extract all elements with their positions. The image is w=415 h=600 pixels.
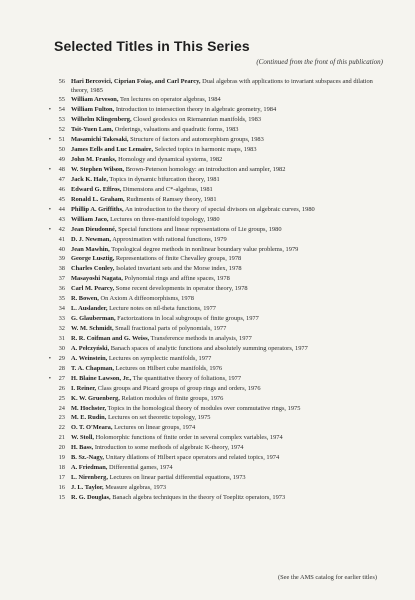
entry-text [71, 78, 395, 95]
entry-title: Introduction to some methods of algebraic K-theory, 1974 [94, 444, 244, 452]
list-item [46, 156, 395, 165]
entry-author: George Lusztig, [71, 255, 115, 263]
entry-number: 15 [58, 493, 65, 501]
entry-title: Small fractional parts of polynomials, 1977 [115, 325, 227, 332]
entry-author: M. Hochster, [71, 404, 107, 412]
entry-author: Phillip A. Griffiths, [71, 205, 124, 213]
entry-number: 46 [58, 185, 65, 193]
list-item [46, 96, 395, 105]
entry-author: Charles Conley, [71, 265, 115, 273]
entry-title: Orderings, valuations and quadratic forms, 1983 [114, 126, 239, 134]
entry-author: D. J. Newman, [71, 235, 111, 243]
bullet-mark: • [48, 374, 51, 382]
entry-number: 52 [58, 126, 65, 134]
entry-author: K. W. Gruenberg, [71, 394, 120, 402]
entry-title: Banach spaces of analytic functions and absolutely summing operators, 1977 [110, 344, 308, 352]
list-item [46, 116, 395, 125]
entry-author: Jean Dieudonné, [71, 225, 117, 233]
entry-title: Some recent developments in operator theory, 1978 [115, 285, 248, 293]
entry-text [71, 474, 395, 483]
entry-author: L. Auslander, [71, 305, 108, 313]
bullet-mark: • [48, 205, 51, 213]
list-item [46, 414, 395, 423]
entry-title: Factorizations in local subgroups of finite groups, 1977 [117, 315, 259, 323]
list-item [46, 365, 395, 374]
title-list [46, 78, 395, 502]
entry-text [71, 295, 395, 304]
entry-text [71, 355, 395, 364]
list-item [46, 106, 395, 115]
entry-number: 49 [58, 156, 65, 164]
entry-author: Masamichi Takesaki, [71, 136, 129, 144]
entry-author: B. Sz.-Nagy, [71, 454, 105, 462]
list-item [46, 335, 395, 344]
entry-title: Holomorphic functions of finite order in several complex variables, 1974 [95, 434, 283, 442]
entry-author: Wilhelm Klingenberg, [71, 116, 132, 124]
entry-text [71, 96, 395, 105]
entry-author: William Arveson, [71, 96, 119, 104]
entry-author: L. Nirenberg, [71, 474, 108, 482]
entry-number: 56 [58, 78, 65, 85]
list-item [46, 464, 395, 473]
page-title: Selected Titles in This Series [54, 38, 250, 54]
entry-text [71, 424, 395, 433]
entry-number: 48 [58, 166, 65, 173]
entry-number: 29 [58, 354, 65, 362]
entry-title: Structure of factors and automorphism groups, 1983 [130, 136, 264, 144]
entry-title: Class groups and Picard groups of group rings and orders, 1976 [97, 384, 261, 392]
entry-author: A. Friedman, [71, 464, 108, 472]
list-item [46, 474, 395, 483]
entry-text [71, 414, 395, 423]
entry-author: W. Stephen Wilson, [71, 166, 125, 173]
entry-text [71, 156, 395, 165]
entry-number: 54 [58, 106, 65, 114]
list-item [46, 375, 395, 384]
entry-number: 38 [58, 265, 65, 273]
list-item [46, 285, 395, 294]
entry-title: Ten lectures on operator algebras, 1984 [119, 96, 221, 104]
list-item [46, 78, 395, 95]
entry-text [71, 434, 395, 443]
entry-title: Representations of finite Chevalley groups, 1978 [115, 255, 242, 263]
list-item [46, 126, 395, 135]
entry-text [71, 405, 395, 414]
entry-text [71, 216, 395, 225]
entry-author: Tsit-Yuen Lam, [71, 126, 114, 134]
entry-number: 16 [58, 484, 65, 491]
list-item [46, 385, 395, 394]
list-item [46, 305, 395, 314]
entry-author: T. A. Chapman, [71, 364, 115, 372]
entry-text [71, 236, 395, 245]
entry-author: Ronald L. Graham, [71, 195, 125, 203]
entry-title: On Axiom A diffeomorphisms, 1978 [100, 295, 194, 303]
entry-title: Dual algebras with applications to invariant subspaces and dilation theory, 1985 [71, 78, 373, 94]
list-item [46, 345, 395, 354]
entry-text [71, 375, 395, 384]
entry-number: 37 [58, 275, 65, 283]
entry-title: Polynomial rings and affine spaces, 1978 [124, 275, 230, 283]
entry-title: Isolated invariant sets and the Morse index, 1978 [115, 265, 242, 273]
bullet-mark: • [48, 225, 51, 233]
entry-title: Topological degree methods in nonlinear boundary value problems, 1979 [111, 245, 299, 253]
entry-title: Topics in the homological theory of modules over commutative rings, 1975 [107, 404, 301, 412]
list-item [46, 395, 395, 404]
entry-author: O. T. O'Meara, [71, 424, 113, 432]
entry-number: 24 [58, 404, 65, 412]
entry-number: 31 [58, 334, 65, 342]
entry-text [71, 395, 395, 404]
bullet-mark: • [48, 136, 51, 144]
entry-title: Approximation with rational functions, 1979 [112, 235, 227, 243]
entry-text [71, 246, 395, 255]
entry-title: Lectures on set theoretic topology, 1975 [107, 414, 211, 422]
list-item [46, 206, 395, 215]
footer-note: (See the AMS catalog for earlier titles) [277, 574, 377, 581]
entry-number: 17 [58, 474, 65, 482]
entry-number: 40 [58, 245, 65, 253]
list-item [46, 255, 395, 264]
entry-title: Lectures on Hilbert cube manifolds, 1976 [115, 364, 223, 372]
entry-author: I. Reiner, [71, 384, 97, 392]
entry-text [71, 345, 395, 354]
bullet-mark: • [48, 354, 51, 362]
list-item [46, 355, 395, 364]
entry-text [71, 335, 395, 344]
entry-title: Introduction to intersection theory in algebraic geometry, 1984 [115, 106, 277, 114]
entry-number: 22 [58, 424, 65, 432]
entry-number: 51 [58, 136, 65, 144]
list-item [46, 186, 395, 195]
list-item [46, 136, 395, 145]
entry-text [71, 176, 395, 185]
entry-number: 50 [58, 146, 65, 154]
entry-number: 20 [58, 444, 65, 452]
entry-number: 34 [58, 305, 65, 313]
entry-number: 41 [58, 235, 65, 243]
entry-author: R. Bowen, [71, 295, 99, 303]
entry-author: G. Glauberman, [71, 315, 116, 323]
entry-number: 28 [58, 364, 65, 372]
entry-number: 33 [58, 315, 65, 323]
list-item [46, 275, 395, 284]
list-item [46, 295, 395, 304]
entry-title: Rudiments of Ramsey theory, 1981 [126, 195, 217, 203]
entry-title: Banach algebra techniques in the theory of Toeplitz operators, 1973 [112, 493, 286, 501]
entry-title: Selected topics in harmonic maps, 1983 [154, 146, 257, 154]
entry-text [71, 385, 395, 394]
entry-title: Unitary dilations of Hilbert space operators and related topics, 1974 [105, 454, 280, 462]
entry-number: 23 [58, 414, 65, 422]
entry-text [71, 444, 395, 453]
entry-author: Jean Mawhin, [71, 245, 110, 253]
list-item [46, 196, 395, 205]
entry-author: H. Bass, [71, 444, 94, 452]
entry-number: 55 [58, 96, 65, 104]
list-item [46, 216, 395, 225]
entry-text [71, 196, 395, 205]
entry-text [71, 166, 395, 175]
list-item [46, 434, 395, 443]
entry-author: A. Pełczyński, [71, 344, 110, 352]
entry-title: Special functions and linear representations of Lie groups, 1980 [118, 225, 282, 233]
entry-title: Dimensions and C*-algebras, 1981 [122, 185, 213, 193]
entry-number: 43 [58, 215, 65, 223]
entry-author: A. Weinstein, [71, 354, 108, 362]
entry-number: 32 [58, 325, 65, 332]
list-item [46, 246, 395, 255]
entry-number: 18 [58, 464, 65, 472]
entry-title: The quantitative theory of foliations, 1977 [132, 374, 242, 382]
entry-author: W. Stoll, [71, 434, 95, 442]
entry-author: John M. Franks, [71, 156, 117, 164]
entry-title: Homology and dynamical systems, 1982 [118, 156, 223, 164]
entry-author: J. L. Taylor, [71, 484, 104, 491]
entry-number: 27 [58, 374, 65, 382]
entry-author: William Fulton, [71, 106, 115, 114]
entry-title: Topics in dynamic bifurcation theory, 1981 [109, 175, 220, 183]
entry-text [71, 226, 395, 235]
entry-title: Lectures on symplectic manifolds, 1977 [108, 354, 212, 362]
entry-title: Closed geodesics on Riemannian manifolds, 1983 [133, 116, 262, 124]
entry-text [71, 365, 395, 374]
entry-author: Masayoshi Nagata, [71, 275, 123, 283]
bullet-mark: • [48, 166, 51, 173]
entry-text [71, 494, 395, 503]
entry-author: R. R. Coifman and G. Weiss, [71, 334, 150, 342]
entry-text [71, 285, 395, 294]
bullet-mark: • [48, 106, 51, 114]
list-item [46, 236, 395, 245]
entry-author: James Eells and Luc Lemaire, [71, 146, 154, 154]
entry-author: Jack K. Hale, [71, 175, 108, 183]
list-item [46, 454, 395, 463]
entry-number: 44 [58, 205, 65, 213]
entry-text [71, 186, 395, 195]
list-item [46, 176, 395, 185]
entry-title: Measure algebras, 1973 [105, 484, 167, 491]
entry-title: Lectures on three-manifold topology, 1980 [110, 215, 220, 223]
entry-title: An introduction to the theory of special divisors on algebraic curves, 1980 [124, 205, 315, 213]
entry-author: Hari Bercovici, Ciprian Foiaş, and Carl Pearcy, [71, 78, 201, 85]
entry-text [71, 464, 395, 473]
entry-number: 36 [58, 285, 65, 293]
entry-title: Brown-Peterson homology: an introduction and sampler, 1982 [125, 166, 286, 173]
entry-text [71, 106, 395, 115]
entry-text [71, 255, 395, 264]
entry-text [71, 275, 395, 284]
list-item [46, 265, 395, 274]
entry-number: 26 [58, 384, 65, 392]
entry-author: R. G. Douglas, [71, 493, 111, 501]
entry-number: 30 [58, 344, 65, 352]
entry-number: 47 [58, 175, 65, 183]
entry-title: Differential games, 1974 [109, 464, 173, 472]
list-item [46, 494, 395, 503]
entry-number: 42 [58, 225, 65, 233]
list-item [46, 444, 395, 453]
entry-title: Transference methods in analysis, 1977 [150, 334, 252, 342]
entry-text [71, 116, 395, 125]
page-subtitle: (Continued from the front of this publication) [256, 58, 383, 66]
entry-number: 39 [58, 255, 65, 263]
entry-text [71, 305, 395, 314]
list-item [46, 424, 395, 433]
entry-number: 35 [58, 295, 65, 303]
entry-author: William Jaco, [71, 215, 109, 223]
entry-number: 19 [58, 454, 65, 462]
entry-number: 53 [58, 116, 65, 124]
list-item [46, 484, 395, 493]
list-item [46, 315, 395, 324]
entry-text [71, 265, 395, 274]
entry-author: H. Blaine Lawson, Jr., [71, 374, 132, 382]
list-item [46, 146, 395, 155]
entry-author: M. E. Rudin, [71, 414, 107, 422]
entry-text [71, 136, 395, 145]
entry-author: Edward G. Effros, [71, 185, 122, 193]
entry-title: Lectures on linear partial differential equations, 1973 [109, 474, 246, 482]
entry-text [71, 325, 395, 334]
entry-title: Lecture notes on nil-theta functions, 1977 [109, 305, 216, 313]
entry-author: W. M. Schmidt, [71, 325, 114, 332]
entry-title: Relation modules of finite groups, 1976 [121, 394, 224, 402]
entry-number: 45 [58, 195, 65, 203]
list-item [46, 405, 395, 414]
entry-text [71, 206, 395, 215]
entry-text [71, 315, 395, 324]
entry-author: Carl M. Pearcy, [71, 285, 115, 293]
entry-number: 21 [58, 434, 65, 442]
entry-number: 25 [58, 394, 65, 402]
list-item [46, 325, 395, 334]
entry-text [71, 146, 395, 155]
entry-text [71, 484, 395, 493]
entry-title: Lectures on linear groups, 1974 [114, 424, 196, 432]
entry-text [71, 454, 395, 463]
list-item [46, 166, 395, 175]
list-item [46, 226, 395, 235]
entry-text [71, 126, 395, 135]
